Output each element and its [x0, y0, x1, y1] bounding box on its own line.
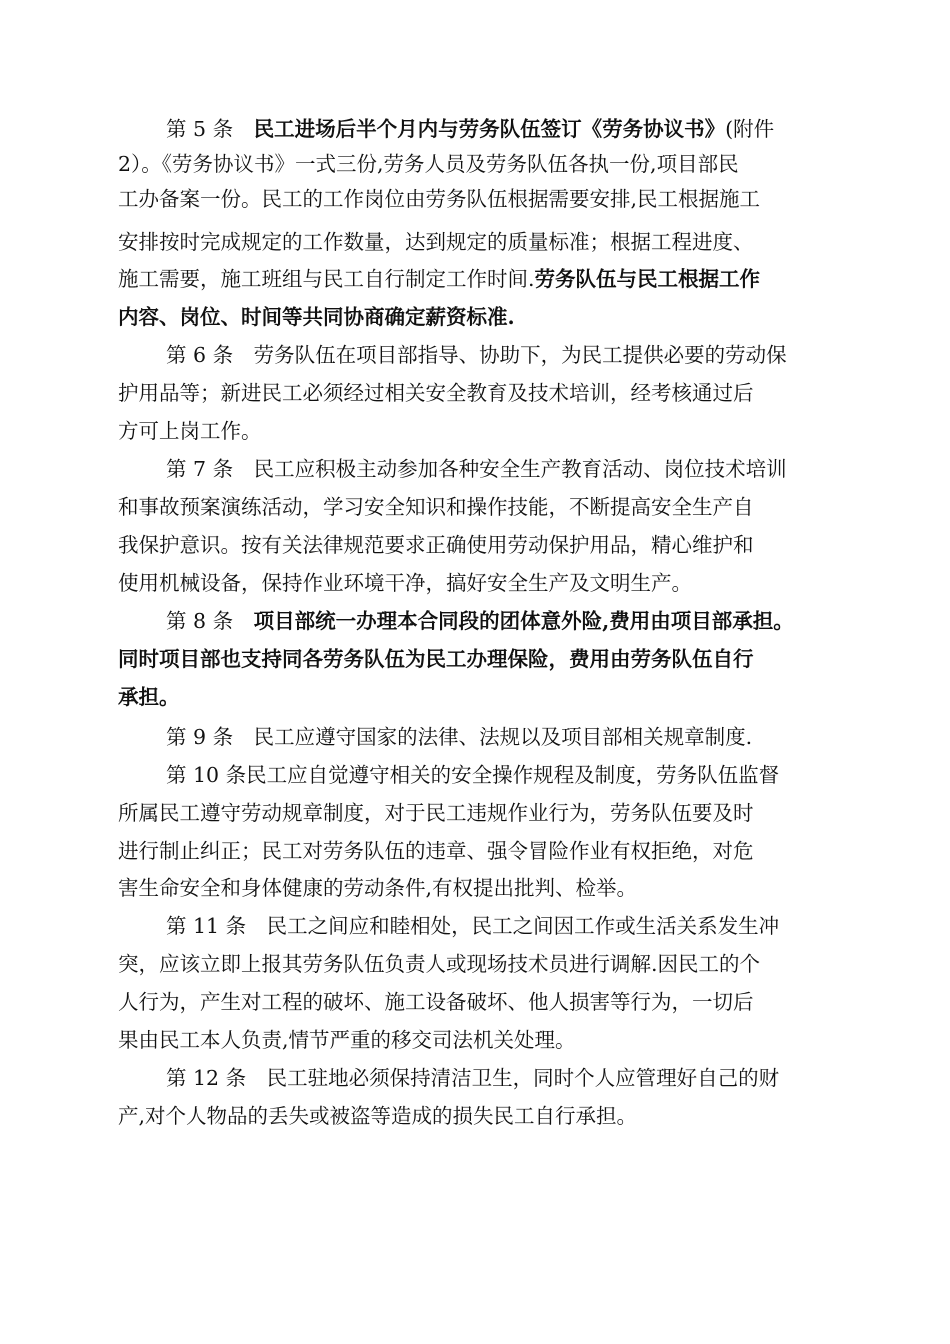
- text-line: [118, 493, 754, 521]
- text-run: 第 10 条民工应自觉遵守相关的安全操作规程及制度，劳务队伍监督: [166, 763, 780, 787]
- text-run: 进行制止纠正；民工对劳务队伍的违章、强令冒险作业有权拒绝，对危: [118, 839, 754, 863]
- text-line: [118, 531, 754, 559]
- text-run: 使用机械设备，保持作业环境干净，搞好安全生产及文明生产。: [118, 571, 692, 595]
- text-run: 护用品等；新进民工必须经过相关安全教育及技术培训，经考核通过后: [118, 381, 754, 405]
- text-run: 内容、岗位、时间等共同协商确定薪资标准.: [118, 305, 515, 329]
- text-run: 工办备案一份。民工的工作岗位由劳务队伍根据需要安排,民工根据施工: [118, 187, 761, 211]
- text-line: [118, 417, 262, 445]
- text-run: 2）。《劳务协议书》一式三份,劳务人员及劳务队伍各执一份,项目部民: [118, 152, 739, 176]
- text-run: 第 7 条 民工应积极主动参加各种安全生产教育活动、岗位技术培训: [166, 457, 787, 481]
- text-run: (附件: [725, 117, 775, 141]
- text-line: [118, 569, 692, 597]
- text-run: 施工需要，施工班组与民工自行制定工作时间.: [118, 267, 535, 291]
- text-line: [118, 645, 754, 673]
- text-line: [166, 115, 774, 143]
- text-line: [118, 874, 637, 902]
- text-line: [118, 837, 754, 865]
- text-run: 承担。: [118, 685, 180, 709]
- text-run: 突，应该立即上报其劳务队伍负责人或现场技术员进行调解.因民工的个: [118, 952, 761, 976]
- text-line: [118, 683, 180, 711]
- text-line: [166, 1064, 779, 1092]
- text-run: 第 12 条 民工驻地必须保持清洁卫生，同时个人应管理好自己的财: [166, 1066, 780, 1090]
- text-run: 第 6 条 劳务队伍在项目部指导、协助下，为民工提供必要的劳动保: [166, 343, 787, 367]
- text-line: [166, 761, 779, 789]
- text-run: 劳务队伍与民工根据工作: [534, 267, 761, 291]
- text-run: 产,对个人物品的丢失或被盗等造成的损失民工自行承担。: [118, 1104, 638, 1128]
- text-run: 第 5 条: [166, 117, 254, 141]
- text-line: [118, 1102, 637, 1130]
- text-line: [166, 912, 779, 940]
- text-run: 我保护意识。按有关法律规范要求正确使用劳动保护用品，精心维护和: [118, 533, 754, 557]
- text-line: [166, 607, 794, 635]
- text-line: [166, 341, 787, 369]
- text-line: [118, 185, 760, 213]
- text-line: [118, 799, 754, 827]
- text-run: 第 8 条: [166, 609, 254, 633]
- text-run: 安排按时完成规定的工作数量，达到规定的质量标准；根据工程进度、: [118, 230, 754, 254]
- text-run: 同时项目部也支持同各劳务队伍为民工办理保险，费用由劳务队伍自行: [118, 647, 754, 671]
- text-run: 方可上岗工作。: [118, 419, 262, 443]
- text-run: 果由民工本人负责,情节严重的移交司法机关处理。: [118, 1028, 576, 1052]
- text-run: 民工进场后半个月内与劳务队伍签订《劳务协议书》: [253, 117, 726, 141]
- text-line: [118, 988, 754, 1016]
- text-run: 第 9 条 民工应遵守国家的法律、法规以及项目部相关规章制度.: [166, 725, 753, 749]
- text-line: [118, 1026, 576, 1054]
- text-line: [118, 379, 754, 407]
- text-line: [118, 950, 760, 978]
- text-run: 第 11 条 民工之间应和睦相处，民工之间因工作或生活关系发生冲: [166, 914, 780, 938]
- text-run: 项目部统一办理本合同段的团体意外险,费用由项目部承担。: [253, 609, 794, 633]
- text-line: [166, 455, 787, 483]
- text-line: [118, 228, 754, 256]
- text-run: 害生命安全和身体健康的劳动条件,有权提出批判、检举。: [118, 876, 638, 900]
- text-line: [118, 265, 760, 293]
- text-line: [118, 150, 739, 178]
- text-run: 所属民工遵守劳动规章制度，对于民工违规作业行为，劳务队伍要及时: [118, 801, 754, 825]
- text-line: [166, 723, 752, 751]
- text-run: 和事故预案演练活动，学习安全知识和操作技能，不断提高安全生产自: [118, 495, 754, 519]
- text-line: [118, 303, 515, 331]
- text-run: 人行为，产生对工程的破坏、施工设备破坏、他人损害等行为，一切后: [118, 990, 754, 1014]
